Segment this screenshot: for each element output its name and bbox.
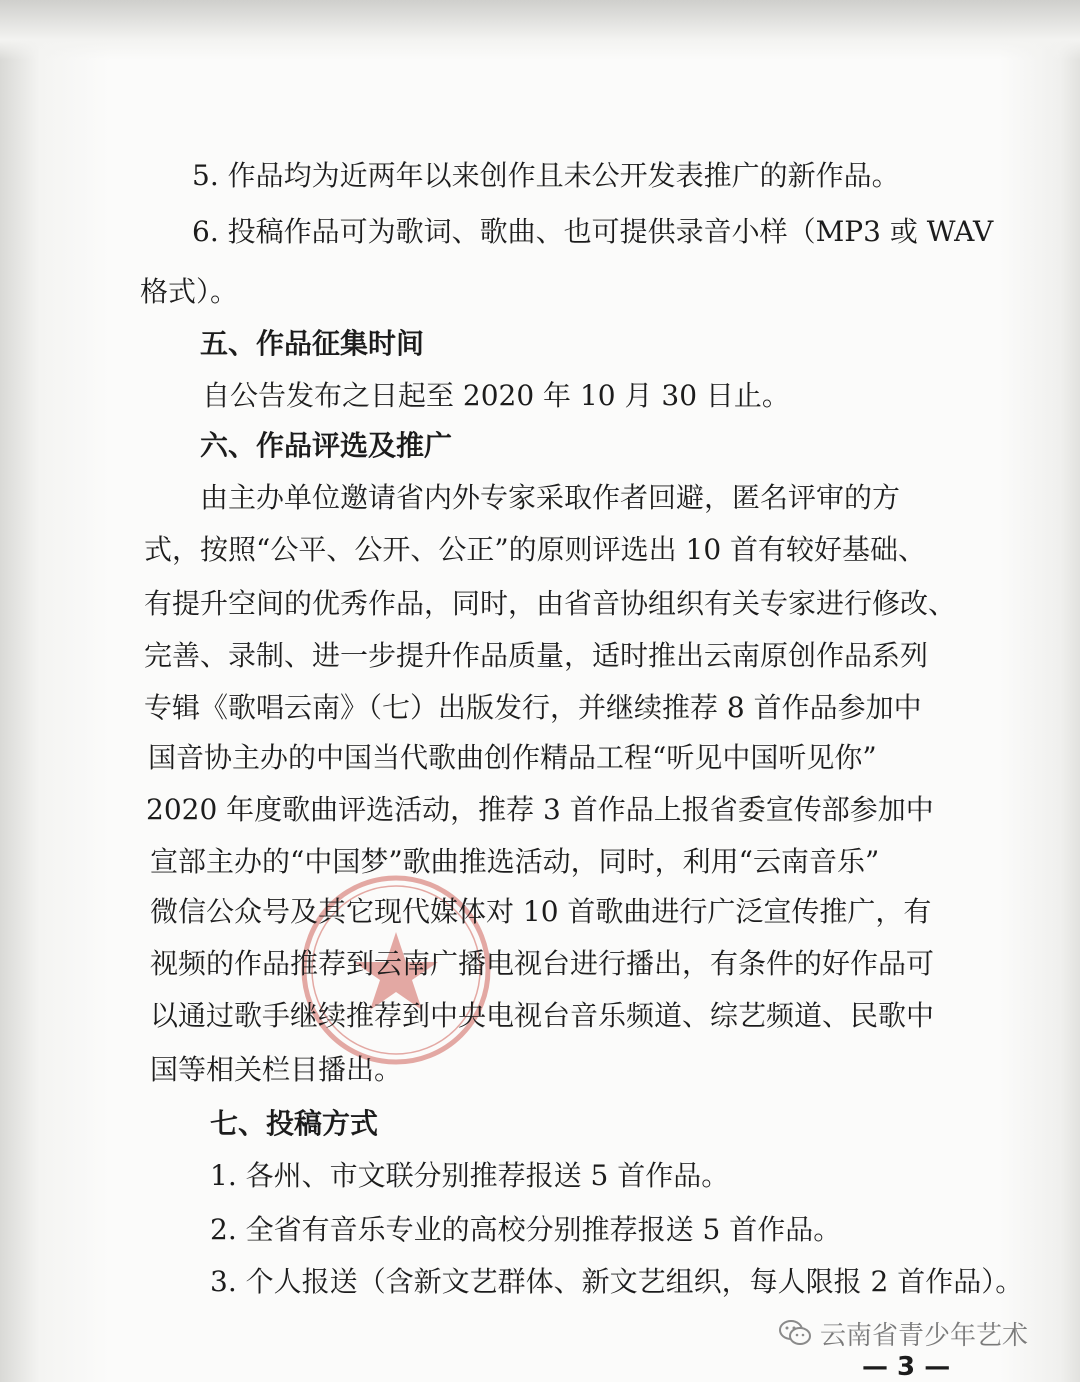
text-line: 1. 各州、市文联分别推荐报送 5 首作品。 <box>210 1159 730 1192</box>
text-line: 格式）。 <box>140 275 239 308</box>
text-line: 由主办单位邀请省内外专家采取作者回避，匿名评审的方 <box>200 481 901 514</box>
text-line: 视频的作品推荐到云南广播电视台进行播出，有条件的好作品可 <box>150 947 935 980</box>
section-heading: 五、作品征集时间 <box>200 327 425 360</box>
text-line: 6. 投稿作品可为歌词、歌曲、也可提供录音小样（MP3 或 WAV <box>192 215 994 248</box>
account-watermark <box>778 1313 1028 1353</box>
text-line: 2020 年度歌曲评选活动，推荐 3 首作品上报省委宣传部参加中 <box>146 793 934 826</box>
text-line: 5. 作品均为近两年以来创作且未公开发表推广的新作品。 <box>192 159 900 192</box>
text-line: 微信公众号及其它现代媒体对 10 首歌曲进行广泛宣传推广，有 <box>150 895 932 928</box>
text-line: 国等相关栏目播出。 <box>150 1053 403 1086</box>
text-line: 有提升空间的优秀作品，同时，由省音协组织有关专家进行修改、 <box>144 587 957 620</box>
section-heading: 七、投稿方式 <box>210 1107 379 1140</box>
watermark-text: 云南省青少年艺术 <box>820 1320 1029 1351</box>
text-line: 国音协主办的中国当代歌曲创作精品工程“听见中国听见你” <box>148 741 877 774</box>
text-line: 2. 全省有音乐专业的高校分别推荐报送 5 首作品。 <box>210 1213 842 1246</box>
page-number: — 3 — <box>862 1352 951 1382</box>
text-line: 完善、录制、进一步提升作品质量，适时推出云南原创作品系列 <box>144 639 929 672</box>
section-heading: 六、作品评选及推广 <box>200 429 453 462</box>
page-shadow <box>0 0 1080 60</box>
text-line: 自公告发布之日起至 2020 年 10 月 30 日止。 <box>202 379 790 412</box>
text-line: 专辑《歌唱云南》（七）出版发行，并继续推荐 8 首作品参加中 <box>144 691 922 724</box>
text-line: 宣部主办的“中国梦”歌曲推选活动，同时，利用“云南音乐” <box>150 845 880 878</box>
text-line: 3. 个人报送（含新文艺群体、新文艺组织，每人限报 2 首作品）。 <box>210 1265 1024 1298</box>
text-line: 以通过歌手继续推荐到中央电视台音乐频道、综艺频道、民歌中 <box>150 999 935 1032</box>
text-line: 式，按照“公平、公开、公正”的原则评选出 10 首有较好基础、 <box>144 533 927 566</box>
wechat-icon <box>778 1318 812 1348</box>
